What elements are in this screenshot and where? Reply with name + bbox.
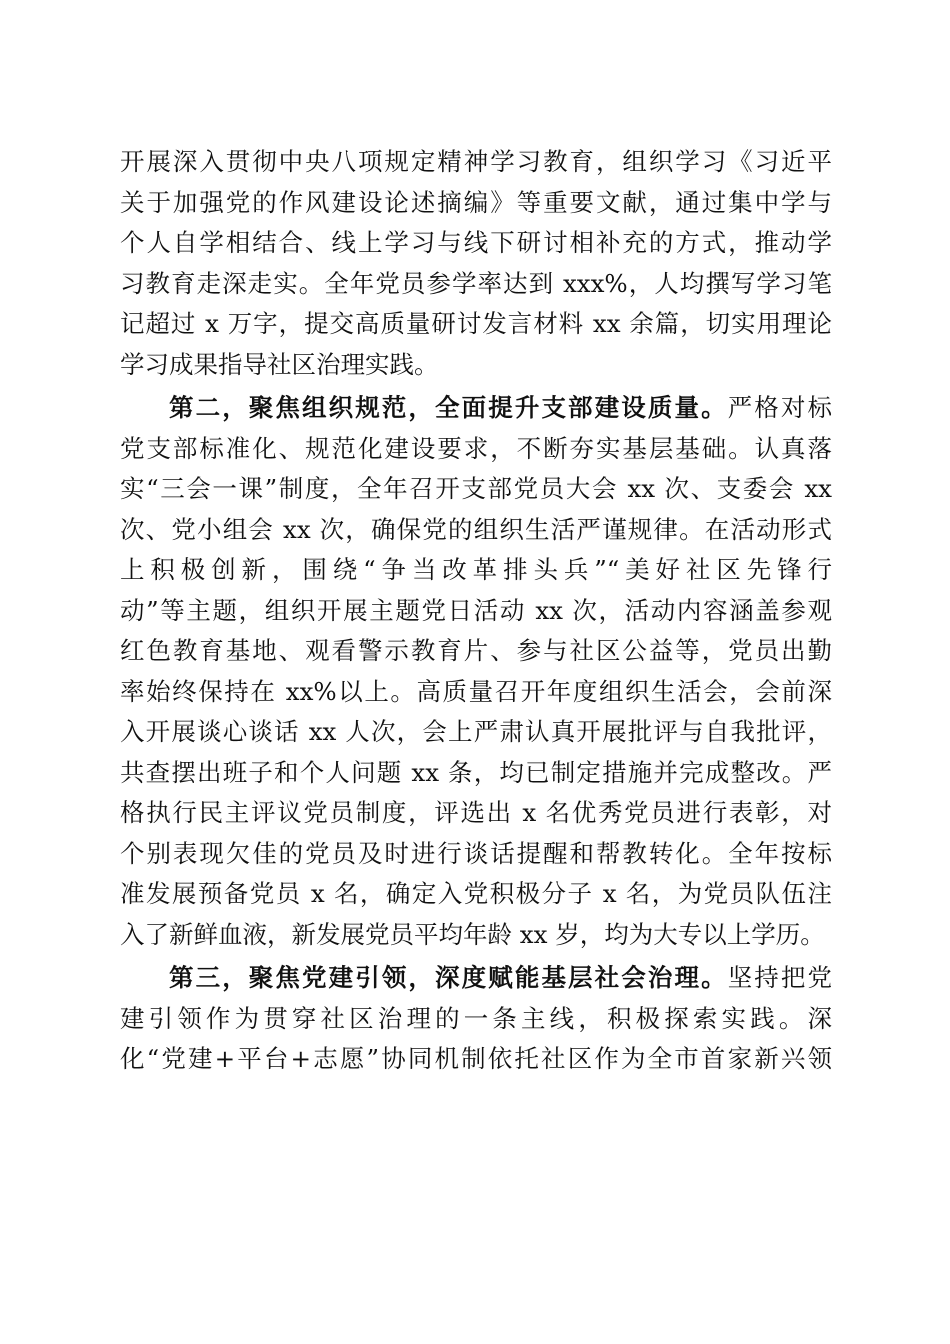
text-line: 次、党小组会 xx 次，确保党的组织生活严谨规律。在活动形式 bbox=[120, 514, 832, 544]
text-line: 上积极创新，围绕“争当改革排头兵”“美好社区先锋行 bbox=[120, 555, 832, 584]
paragraph-first-line bbox=[120, 388, 832, 429]
text-segment: 坚持把党 bbox=[727, 963, 832, 992]
paragraph-heading: 第二，聚焦组织规范，全面提升支部建设质量。 bbox=[169, 393, 728, 422]
text-line: 共查摆出班子和个人问题 xx 条，均已制定措施并完成整改。严 bbox=[120, 757, 832, 787]
paragraph-3 bbox=[120, 958, 832, 1080]
paragraph-2 bbox=[120, 388, 832, 955]
text-line: 率始终保持在 xx%以上。高质量召开年度组织生活会，会前深 bbox=[120, 676, 832, 706]
text-line: 格执行民主评议党员制度，评选出 x 名优秀党员进行表彰，对 bbox=[120, 798, 832, 827]
text-line: 动”等主题，组织开展主题党日活动 xx 次，活动内容涵盖参观 bbox=[120, 595, 832, 625]
text-line: 化“党建+平台+志愿”协同机制依托社区作为全市首家新兴领 bbox=[120, 1044, 832, 1073]
text-line: 建引领作为贯穿社区治理的一条主线，积极探索实践。深 bbox=[120, 1003, 832, 1033]
text-line: 入了新鲜血液，新发展党员平均年龄 xx 岁，均为大专以上学历。 bbox=[120, 919, 825, 949]
text-line: 入开展谈心谈话 xx 人次，会上严肃认真开展批评与自我批评， bbox=[120, 717, 832, 746]
document-body bbox=[120, 142, 832, 1080]
text-line: 准发展预备党员 x 名，确定入党积极分子 x 名，为党员队伍注 bbox=[120, 879, 832, 908]
text-line: 个人自学相结合、线上学习与线下研讨相补充的方式，推动学 bbox=[120, 228, 832, 257]
text-line: 记超过 x 万字，提交高质量研讨发言材料 xx 余篇，切实用理论 bbox=[120, 309, 832, 338]
text-line: 红色教育基地、观看警示教育片、参与社区公益等，党员出勤 bbox=[120, 636, 832, 665]
paragraph-1 bbox=[120, 142, 832, 385]
text-line: 个别表现欠佳的党员及时进行谈话提醒和帮教转化。全年按标 bbox=[120, 838, 832, 868]
text-line: 习教育走深走实。全年党员参学率达到 xxx%，人均撰写学习笔 bbox=[120, 268, 832, 298]
text-segment: 严格对标 bbox=[727, 393, 832, 422]
paragraph-heading: 第三，聚焦党建引领，深度赋能基层社会治理。 bbox=[169, 963, 728, 992]
text-line: 开展深入贯彻中央八项规定精神学习教育，组织学习《习近平 bbox=[120, 147, 832, 176]
text-line: 学习成果指导社区治理实践。 bbox=[120, 349, 439, 379]
text-line: 关于加强党的作风建设论述摘编》等重要文献，通过集中学与 bbox=[120, 187, 832, 217]
text-line: 党支部标准化、规范化建设要求，不断夯实基层基础。认真落 bbox=[120, 433, 832, 463]
paragraph-first-line bbox=[120, 958, 832, 999]
text-line: 实“三会一课”制度，全年召开支部党员大会 xx 次、支委会 xx bbox=[120, 474, 832, 503]
